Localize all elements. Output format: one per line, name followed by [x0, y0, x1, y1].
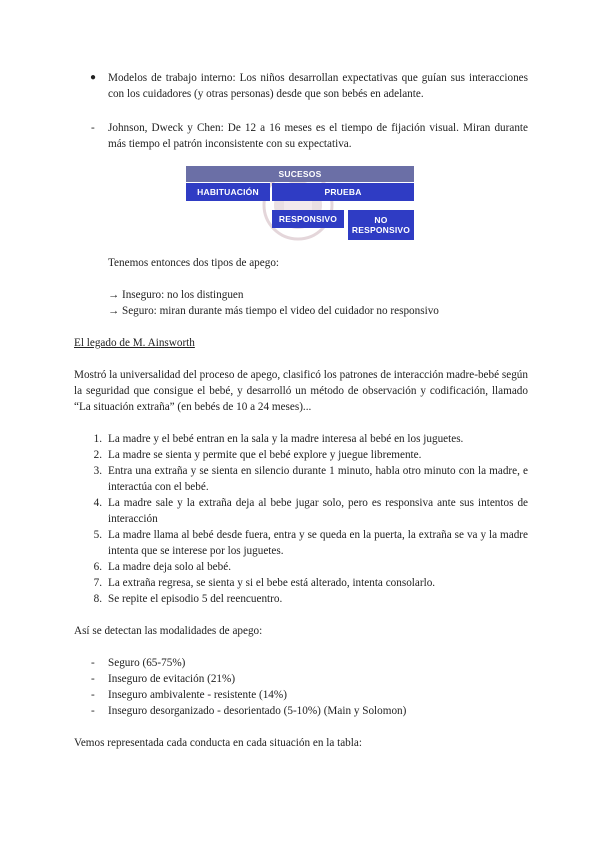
step-number: 6.: [93, 561, 102, 573]
list-item: La madre y el bebé entran en la sala y la madre interesa al bebé en los juguetes.: [108, 433, 464, 445]
section-title: El legado de M. Ainsworth: [74, 337, 195, 349]
sucesos-diagram: [186, 166, 414, 242]
step-number: 3.: [93, 465, 102, 477]
step-number: 5.: [93, 529, 102, 541]
list-item: La madre sale y la extraña deja al bebe jugar solo, pero es responsiva ante sus intentos de interacción: [108, 497, 528, 525]
step-number: 1.: [93, 433, 102, 445]
responsivo-box: RESPONSIVO: [272, 210, 344, 228]
list-item: La madre llama al bebé desde fuera, entra y se queda en la puerta, la extraña se va y la madre intenta que se interese por los juguetes.: [108, 529, 528, 557]
dash-marker: -: [91, 689, 95, 701]
no-responsivo-box: NO RESPONSIVO: [348, 210, 414, 240]
sucesos-header: SUCESOS: [186, 166, 414, 182]
habituacion-box: HABITUACIÓN: [186, 183, 270, 201]
list-item: La extraña regresa, se sienta y si el bebe está alterado, intenta consolarlo.: [108, 577, 436, 589]
step-number: 7.: [93, 577, 102, 589]
step-number: 8.: [93, 593, 102, 605]
list-item: Inseguro ambivalente - resistente (14%): [108, 689, 287, 701]
bullet-icon: ●: [90, 72, 97, 83]
list-item: Se repite el episodio 5 del reencuentro.: [108, 593, 283, 605]
list-item: La madre deja solo al bebé.: [108, 561, 232, 573]
modalidades-intro: Así se detectan las modalidades de apego:: [74, 625, 263, 637]
step-number: 2.: [93, 449, 102, 461]
step-number: 4.: [93, 497, 102, 509]
tipo-seguro: → Seguro: miran durante más tiempo el video del cuidador no responsivo: [108, 305, 439, 317]
dash-marker: -: [91, 705, 95, 717]
dash-marker: -: [91, 657, 95, 669]
dash-marker: -: [91, 673, 95, 685]
list-item: Inseguro desorganizado - desorientado (5-10%) (Main y Solomon): [108, 705, 407, 717]
dash-marker: -: [91, 122, 95, 134]
list-item: Entra una extraña y se sienta en silencio durante 1 minuto, habla otro minuto con la madre, e interactúa con el bebé.: [108, 465, 528, 493]
tipos-intro: Tenemos entonces dos tipos de apego:: [108, 257, 280, 269]
section-paragraph: Mostró la universalidad del proceso de apego, clasificó los patrones de interacción madre-bebé según la seguridad que consigue el bebé, y desarrolló un método de observación y codificación, llamado “La situación extraña” (en bebés de 10 a 24 meses)...: [74, 369, 528, 413]
closing-text: Vemos representada cada conducta en cada situación en la tabla:: [74, 737, 362, 749]
paragraph-johnson: Johnson, Dweck y Chen: De 12 a 16 meses es el tiempo de fijación visual. Miran durante más tiempo el patrón inconsistente con su expectativa.: [108, 122, 528, 150]
list-item: La madre se sienta y permite que el bebé explore y juegue libremente.: [108, 449, 422, 461]
tipo-inseguro: → Inseguro: no los distinguen: [108, 289, 244, 301]
prueba-box: PRUEBA: [272, 183, 414, 201]
list-item: Inseguro de evitación (21%): [108, 673, 236, 685]
paragraph-modelos: Modelos de trabajo interno: Los niños desarrollan expectativas que guían sus interacciones con los cuidadores (y otras personas) desde que son bebés en adelante.: [108, 72, 528, 100]
list-item: Seguro (65-75%): [108, 657, 186, 669]
